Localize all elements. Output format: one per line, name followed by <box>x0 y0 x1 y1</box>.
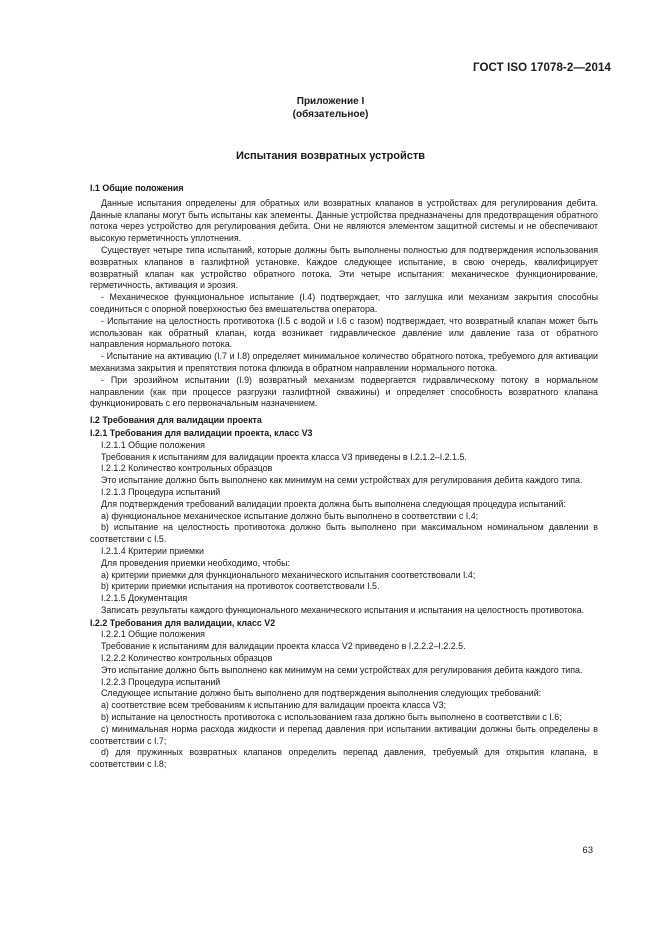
section-title: Испытания возвратных устройств <box>235 150 426 162</box>
paragraph: а) соответствие всем требованиям к испытанию для валидации проекта класса V3; <box>101 700 446 711</box>
section-heading: I.2 Требования для валидации проекта <box>90 415 262 426</box>
paragraph: Это испытание должно быть выполнено как минимум на семи устройствах для регулирования дебита каждого типа. <box>101 475 583 486</box>
document-body <box>90 183 598 771</box>
appendix-subtitle: (обязательное) <box>292 109 369 120</box>
paragraph: Следующее испытание должно быть выполнено для подтверждения выполнения следующих требований: <box>101 688 542 699</box>
paragraph: Для подтверждения требований валидации проекта должна быть выполнена следующая процедура испытаний: <box>101 498 566 509</box>
paragraph: Существует четыре типа испытаний, которые должны быть выполнены полностью для подтверждения использования возвратных клапанов в газлифтной установке. Каждое следующее испытание, в свою очередь, квалифицирует возвратный клапан как устройство обратного потока. Эти четыре испытания: механическое функционирование, герметичность, активация и эрозия. <box>90 244 598 291</box>
paragraph: I.2.2.1 Общие положения <box>101 629 205 640</box>
paragraph: I.2.2.2 Количество контрольных образцов <box>101 653 273 664</box>
paragraph: b) испытание на целостность противотока с использованием газа должно быть выполнено в соответствии с I.6; <box>101 712 562 723</box>
paragraph: Для проведения приемки необходимо, чтобы: <box>101 557 290 568</box>
page-number: 63 <box>582 845 593 856</box>
paragraph: c) минимальная норма расхода жидкости и перепад давления при испытании активации должны быть определены в соответствии с I.7; <box>90 723 598 746</box>
paragraph: Это испытание должно быть выполнено как минимум на семи устройствах для регулирования дебита каждого типа. <box>101 664 583 675</box>
appendix-title: Приложение I <box>296 96 365 107</box>
paragraph: I.2.1.4 Критерии приемки <box>101 545 204 556</box>
paragraph: - Испытание на целостность противотока (I.5 с водой и I.6 с газом) подтверждает, что возвратный клапан может быть использован как обратный клапан, когда возникает гидравлическое давление или давление газа от обратного направления нормального потока. <box>90 315 598 350</box>
paragraph: а) функциональное механическое испытание должно быть выполнено в соответствии с I.4; <box>101 510 479 521</box>
paragraph: b) испытание на целостность противотока должно быть выполнено при максимальном номинальном давлении в соответствии с I.5. <box>90 522 598 545</box>
appendix-heading <box>0 95 661 121</box>
paragraph: I.2.1.1 Общие положения <box>101 439 205 450</box>
document-standard-header: ГОСТ ISO 17078-2—2014 <box>473 62 611 74</box>
paragraph: I.2.1.3 Процедура испытаний <box>101 486 221 497</box>
section-heading: I.2.2 Требования для валидации, класс V2 <box>90 617 276 628</box>
section-heading: I.2.1 Требования для валидации проекта, класс V3 <box>90 427 313 438</box>
paragraph: Требование к испытаниям для валидации проекта класса V2 приведено в I.2.2.2–I.2.2.5. <box>101 641 466 652</box>
paragraph: Записать результаты каждого функционального механического испытания и испытания на целостность противотока. <box>101 604 585 615</box>
paragraph: Данные испытания определены для обратных или возвратных клапанов в устройствах для регулирования дебита. Данные клапаны могут быть испытаны как элементы. Данные устройства предназначены для предотвращения обратного потока через устройство для регулирования дебита. Они не являются элементом защитной системы и не обеспечивают высокую герметичность уплотнения. <box>90 197 598 244</box>
paragraph: а) критерии приемки для функционального механического испытания соответствовали I.4; <box>101 569 476 580</box>
paragraph: I.2.1.5 Документация <box>101 593 188 604</box>
paragraph: Требования к испытаниям для валидации проекта класса V3 приведены в I.2.1.2–I.2.1.5. <box>101 451 467 462</box>
paragraph: - При эрозийном испытании (I.9) возвратный механизм подвергается гидравлическому потоку в нормальном направлении (как при процессе разгрузки газлифтной скважины) и определяет способность возвратного клапана функционировать с его первоначальным назначением. <box>90 374 598 409</box>
paragraph: - Испытание на активацию (I.7 и I.8) определяет минимальное количество обратного потока, требуемого для активации механизма закрытия и препятствия потока флюида в обратном направлении нормального потока. <box>90 351 598 373</box>
paragraph: I.2.2.3 Процедура испытаний <box>101 676 221 687</box>
paragraph: b) критерии приемки испытания на противоток соответствовали I.5. <box>101 581 380 592</box>
section-heading: I.1 Общие положения <box>90 183 184 193</box>
paragraph: d) для пружинных возвратных клапанов определить перепад давления, требуемый для открытия клапана, в соответствии с I.8; <box>90 747 598 770</box>
paragraph: - Механическое функциональное испытание (I.4) подтверждает, что заглушка или механизм закрытия способны соединиться с опорной поверхностью без вмешательства оператора. <box>90 292 598 314</box>
paragraph: I.2.1.2 Количество контрольных образцов <box>101 463 273 474</box>
